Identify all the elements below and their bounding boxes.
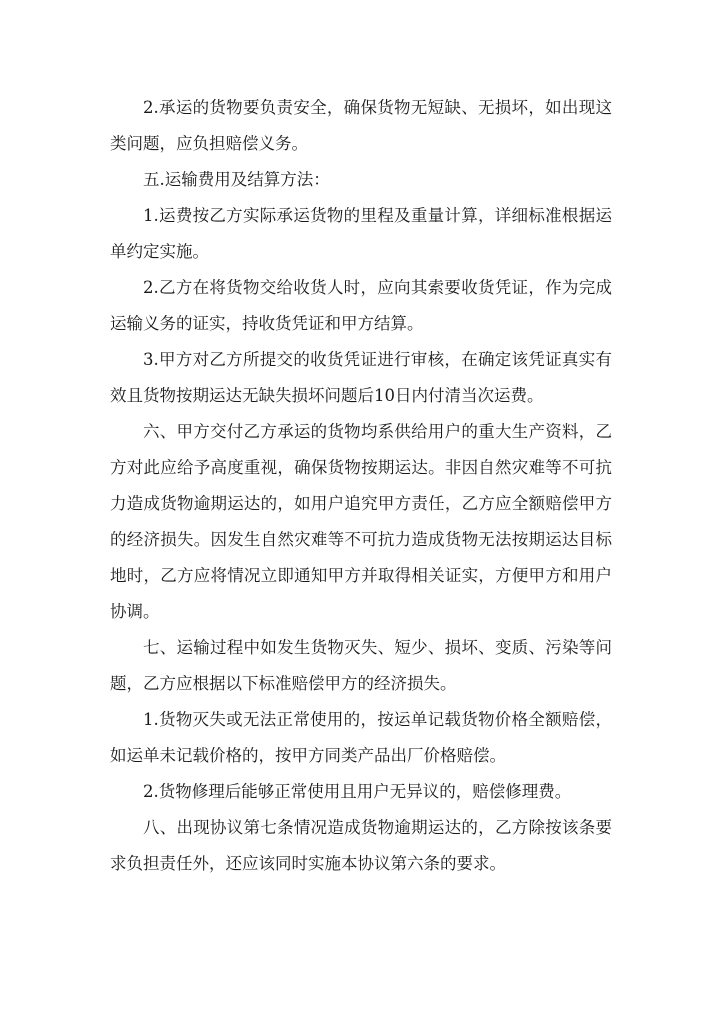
paragraph-section-six: 六、甲方交付乙方承运的货物均系供给用户的重大生产资料，乙方对此应给予高度重视，确保货物按期运达。非因自然灾难等不可抗力造成货物逾期运达的，如用户追究甲方责任，乙方应全额赔偿甲方的经济损失。因发生自然灾难等不可抗力造成货物无法按期运达目标地时，乙方应将情况立即通知甲方并取得相关证实，方便甲方和用户协调。 (110, 422, 612, 621)
paragraph-compensation-clause-1: 1.货物灭失或无法正常使用的，按运单记载货物价格全额赔偿，如运单未记载价格的，按甲方同类产品出厂价格赔偿。 (110, 710, 612, 765)
paragraph-section-seven: 七、运输过程中如发生货物灭失、短少、损坏、变质、污染等问题，乙方应根据以下标准赔偿甲方的经济损失。 (110, 638, 612, 693)
paragraph-liability-clause-2: 2.承运的货物要负责安全，确保货物无短缺、无损坏，如出现这类问题，应负担赔偿义务。 (110, 98, 612, 153)
document-body (110, 90, 612, 882)
paragraph-fee-clause-2: 2.乙方在将货物交给收货人时，应向其索要收货凭证，作为完成运输义务的证实，持收货凭证和甲方结算。 (110, 278, 612, 333)
paragraph-fee-clause-3: 3.甲方对乙方所提交的收货凭证进行审核，在确定该凭证真实有效且货物按期运达无缺失损坏问题后10日内付清当次运费。 (110, 350, 612, 405)
paragraph-fee-clause-1: 1.运费按乙方实际承运货物的里程及重量计算，详细标准根据运单约定实施。 (110, 206, 612, 261)
section-heading-fees: 五.运输费用及结算方法： (143, 170, 330, 189)
paragraph-compensation-clause-2: 2.货物修理后能够正常使用且用户无异议的，赔偿修理费。 (143, 782, 572, 801)
paragraph-section-eight: 八、出现协议第七条情况造成货物逾期运达的，乙方除按该条要求负担责任外，还应该同时实施本协议第六条的要求。 (110, 818, 612, 873)
